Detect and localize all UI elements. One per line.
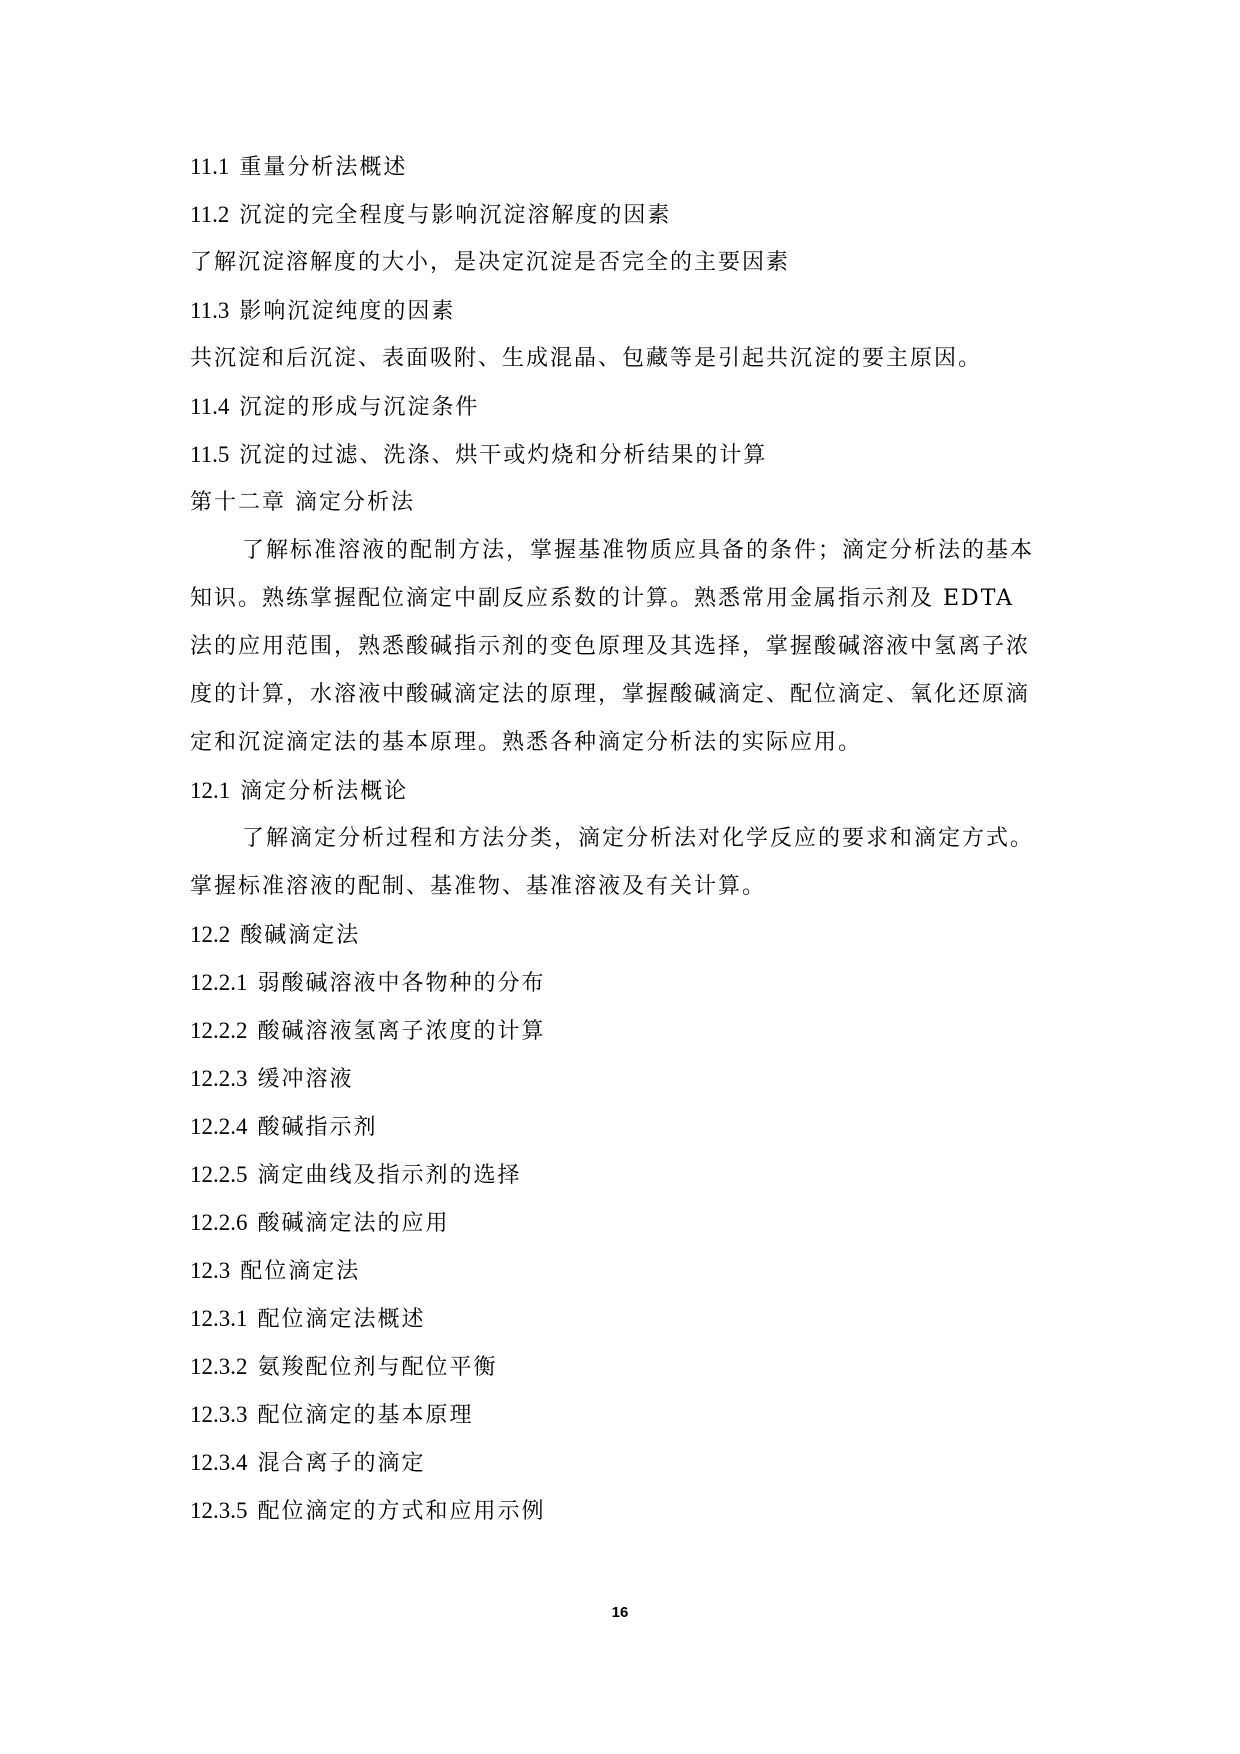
document-page: [190, 143, 1050, 1535]
section-number: 12.2.3: [190, 1066, 248, 1091]
chapter-heading-12: [190, 479, 1050, 527]
section-number: 11.2: [190, 202, 230, 227]
section-title: 重量分析法概述: [239, 155, 408, 180]
section-number: 11.1: [190, 154, 230, 179]
section-title: 酸碱滴定法: [240, 923, 361, 948]
section-title: 滴定曲线及指示剂的选择: [257, 1163, 522, 1188]
page-number: 16: [611, 1604, 629, 1621]
section-heading-12-2-4: [190, 1103, 1050, 1151]
section-title: 配位滴定的方式和应用示例: [257, 1499, 546, 1524]
section-title: 酸碱滴定法的应用: [257, 1211, 450, 1236]
section-number: 12.2: [190, 922, 231, 947]
paragraph-line: [190, 623, 1050, 671]
section-title: 配位滴定法概述: [257, 1307, 426, 1332]
section-heading-12-3-4: [190, 1439, 1050, 1487]
paragraph-line: [190, 527, 1050, 575]
section-title: 影响沉淀纯度的因素: [239, 299, 456, 324]
paragraph-line: [190, 671, 1050, 719]
section-number: 11.4: [190, 394, 230, 419]
section-12-1-paragraph: [190, 815, 1050, 911]
section-number: 12.3.2: [190, 1354, 248, 1379]
paragraph-text: 掌握标准溶液的配制、基准物、基准溶液及有关计算。: [190, 874, 767, 899]
section-heading-12-1: [190, 767, 1050, 815]
chapter-12-paragraph: [190, 527, 1050, 767]
body-text-11-3: [190, 335, 1050, 383]
paragraph-text: 知识。熟练掌握配位滴定中副反应系数的计算。熟悉常用金属指示剂及 EDTA: [190, 586, 1015, 611]
section-heading-11-3: [190, 287, 1050, 335]
paragraph-text: 了解滴定分析过程和方法分类，滴定分析法对化学反应的要求和滴定方式。: [242, 826, 1035, 851]
section-heading-11-2: [190, 191, 1050, 239]
section-number: 12.2.5: [190, 1162, 248, 1187]
body-text: 共沉淀和后沉淀、表面吸附、生成混晶、包藏等是引起共沉淀的要主原因。: [190, 346, 983, 371]
section-number: 12.3.1: [190, 1306, 248, 1331]
section-title: 弱酸碱溶液中各物种的分布: [257, 971, 546, 996]
section-heading-12-3-5: [190, 1487, 1050, 1535]
section-title: 滴定分析法概论: [240, 779, 409, 804]
section-number: 12.2.4: [190, 1114, 248, 1139]
section-heading-12-3-2: [190, 1343, 1050, 1391]
section-number: 12.3: [190, 1258, 231, 1283]
paragraph-text: 度的计算，水溶液中酸碱滴定法的原理，掌握酸碱滴定、配位滴定、氧化还原滴: [190, 682, 1031, 707]
section-heading-12-2-6: [190, 1199, 1050, 1247]
section-title: 氨羧配位剂与配位平衡: [257, 1355, 498, 1380]
section-heading-12-3-1: [190, 1295, 1050, 1343]
paragraph-text: 了解标准溶液的配制方法，掌握基准物质应具备的条件；滴定分析法的基本: [242, 538, 1035, 563]
section-title: 沉淀的完全程度与影响沉淀溶解度的因素: [239, 203, 672, 228]
section-heading-11-5: [190, 431, 1050, 479]
section-number: 11.3: [190, 298, 230, 323]
section-heading-12-2-2: [190, 1007, 1050, 1055]
section-title: 沉淀的过滤、洗涤、烘干或灼烧和分析结果的计算: [239, 443, 768, 468]
section-number: 12.3.4: [190, 1450, 248, 1475]
section-title: 配位滴定的基本原理: [257, 1403, 474, 1428]
section-title: 沉淀的形成与沉淀条件: [239, 395, 480, 420]
chapter-title: 第十二章 滴定分析法: [190, 490, 415, 515]
section-title: 配位滴定法: [240, 1259, 361, 1284]
section-number: 12.2.2: [190, 1018, 248, 1043]
section-heading-12-2: [190, 911, 1050, 959]
paragraph-line: [190, 815, 1050, 863]
section-number: 12.2.6: [190, 1210, 248, 1235]
section-title: 混合离子的滴定: [257, 1451, 426, 1476]
section-title: 酸碱溶液氢离子浓度的计算: [257, 1019, 546, 1044]
section-number: 12.3.5: [190, 1498, 248, 1523]
section-heading-12-3: [190, 1247, 1050, 1295]
body-text: 了解沉淀溶解度的大小，是决定沉淀是否完全的主要因素: [190, 250, 791, 275]
paragraph-line: [190, 863, 1050, 911]
section-heading-12-2-3: [190, 1055, 1050, 1103]
body-text-11-2: [190, 239, 1050, 287]
section-title: 缓冲溶液: [257, 1067, 354, 1092]
section-heading-11-1: [190, 143, 1050, 191]
section-heading-12-2-1: [190, 959, 1050, 1007]
section-number: 11.5: [190, 442, 230, 467]
paragraph-line: [190, 719, 1050, 767]
paragraph-text: 法的应用范围，熟悉酸碱指示剂的变色原理及其选择，掌握酸碱溶液中氢离子浓: [190, 634, 1031, 659]
section-number: 12.3.3: [190, 1402, 248, 1427]
section-heading-12-3-3: [190, 1391, 1050, 1439]
section-heading-11-4: [190, 383, 1050, 431]
section-number: 12.1: [190, 778, 231, 803]
section-number: 12.2.1: [190, 970, 248, 995]
paragraph-text: 定和沉淀滴定法的基本原理。熟悉各种滴定分析法的实际应用。: [190, 730, 863, 755]
paragraph-line: [190, 575, 1050, 623]
section-heading-12-2-5: [190, 1151, 1050, 1199]
section-title: 酸碱指示剂: [257, 1115, 378, 1140]
